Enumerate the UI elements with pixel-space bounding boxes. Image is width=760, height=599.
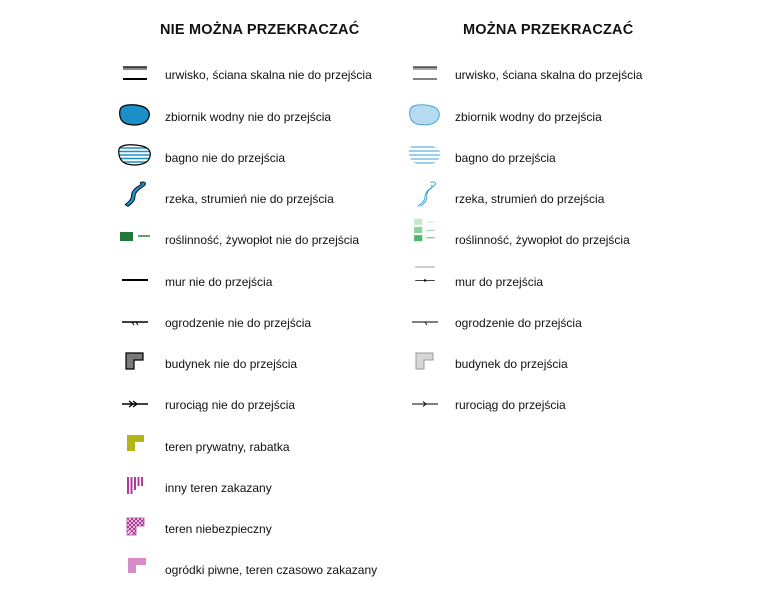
- fence-icon: [115, 307, 155, 337]
- dangerous-area-icon: [115, 513, 155, 543]
- right-item-label-2: bagno do przejścia: [455, 151, 556, 165]
- left-item-label-3: rzeka, strumień nie do przejścia: [165, 192, 334, 206]
- left-item-label-2: bagno nie do przejścia: [165, 151, 286, 165]
- marsh-icon: [115, 141, 155, 171]
- private-area-icon: [115, 430, 155, 460]
- pipeline-icon: [405, 389, 445, 419]
- marsh-icon: [405, 141, 445, 171]
- right-item-label-6: ogrodzenie do przejścia: [455, 316, 582, 330]
- building-icon: [115, 347, 155, 377]
- forbidden-area-icon: [115, 472, 155, 502]
- water-body-icon: [405, 100, 445, 130]
- left-item-label-6: ogrodzenie nie do przejścia: [165, 316, 312, 330]
- wall-icon: [405, 258, 445, 288]
- right-item-label-0: urwisko, ściana skalna do przejścia: [455, 68, 643, 82]
- left-item-label-0: urwisko, ściana skalna nie do przejścia: [165, 68, 372, 82]
- right-item-label-7: budynek do przejścia: [455, 357, 568, 371]
- left-item-label-11: teren niebezpieczny: [165, 522, 272, 536]
- temporary-forbidden-icon: [115, 553, 155, 583]
- water-body-icon: [115, 100, 155, 130]
- vegetation-icon: [405, 216, 445, 246]
- pipeline-icon: [115, 389, 155, 419]
- building-icon: [405, 347, 445, 377]
- right-item-label-8: rurociąg do przejścia: [455, 398, 566, 412]
- cliff-icon: [405, 59, 445, 89]
- left-column-title: NIE MOŻNA PRZEKRACZAĆ: [160, 22, 360, 38]
- right-column-title: MOŻNA PRZEKRACZAĆ: [463, 22, 634, 38]
- right-item-label-1: zbiornik wodny do przejścia: [455, 110, 602, 124]
- left-item-label-8: rurociąg nie do przejścia: [165, 398, 296, 412]
- left-item-label-1: zbiornik wodny nie do przejścia: [165, 110, 332, 124]
- river-icon: [405, 179, 445, 209]
- left-item-label-12: ogródki piwne, teren czasowo zakazany: [165, 563, 378, 577]
- river-icon: [115, 179, 155, 209]
- vegetation-icon: [115, 223, 155, 253]
- right-item-label-5: mur do przejścia: [455, 275, 544, 289]
- left-item-label-5: mur nie do przejścia: [165, 275, 273, 289]
- left-item-label-10: inny teren zakazany: [165, 481, 272, 495]
- right-item-label-4: roślinność, żywopłot do przejścia: [455, 233, 630, 247]
- cliff-icon: [115, 59, 155, 89]
- left-item-label-7: budynek nie do przejścia: [165, 357, 298, 371]
- right-item-label-3: rzeka, strumień do przejścia: [455, 192, 605, 206]
- left-item-label-4: roślinność, żywopłot nie do przejścia: [165, 233, 360, 247]
- left-item-label-9: teren prywatny, rabatka: [165, 440, 290, 454]
- wall-icon: [115, 265, 155, 295]
- fence-icon: [405, 307, 445, 337]
